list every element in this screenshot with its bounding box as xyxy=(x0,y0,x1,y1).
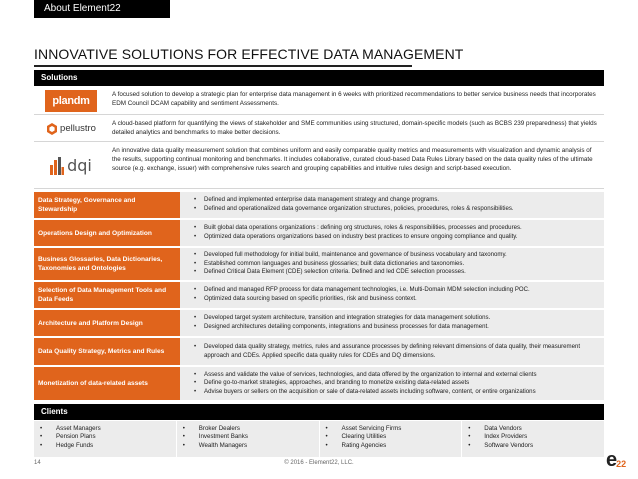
pellustro-logo xyxy=(34,116,108,141)
logo-letter: e xyxy=(606,449,618,471)
dqi-wordmark: dqi xyxy=(67,156,92,175)
client-item: • Asset Servicing Firms xyxy=(326,425,462,433)
client-column xyxy=(177,421,319,457)
section-tab: About Element22 xyxy=(34,0,170,18)
client-column xyxy=(462,421,604,457)
copyright-text: © 2016 - Element22, LLC. xyxy=(284,460,354,466)
pellustro-wordmark: pellustro xyxy=(60,123,96,134)
capability-bullet: • Optimized data operations organizations based on industry best practices to ensure ongoing compliance and quality. xyxy=(194,233,604,242)
capability-bullets xyxy=(180,192,604,218)
capability-bullets xyxy=(180,248,604,280)
capability-row-data-quality xyxy=(34,338,604,366)
capability-bullet: • Advise buyers or sellers on the acquisition or sale of data-related assets including software, content, or entire organizations xyxy=(194,388,604,397)
capability-bullet: • Defined and implemented enterprise data management strategy and change programs. xyxy=(194,196,604,205)
capability-bullet: • Developed full methodology for initial build, maintenance and governance of business vocabulary and taxonomy. xyxy=(194,251,604,260)
clients-header: Clients xyxy=(34,404,604,420)
capability-bullets xyxy=(180,338,604,365)
page-number: 14 xyxy=(34,460,41,466)
clients-grid xyxy=(34,421,604,457)
capability-bullet: • Developed target system architecture, transition and integration strategies for data management solutions. xyxy=(194,314,604,323)
client-item: • Hedge Funds xyxy=(40,442,176,450)
plandm-logo xyxy=(34,87,108,114)
client-item: • Rating Agencies xyxy=(326,442,462,450)
client-item: • Asset Managers xyxy=(40,425,176,433)
capability-label: Business Glossaries, Data Dictionaries, Taxonomies and Ontologies xyxy=(34,248,180,280)
client-item: • Wealth Managers xyxy=(183,442,319,450)
product-description: An innovative data quality measurement solution that combines uniform and easily comparable quality metrics and measurements with visualization and dynamic analysis of the results, supporting continual monitoring and benchmarks. It includes collaborative, curated cloud-based Data Rules Library based on the data quality rules of the ultimate source (e.g. exchange, issuer) with comprehensive rules search and grouping capabilities and intuitive rules design and script-based execution. xyxy=(112,147,593,173)
client-column xyxy=(320,421,462,457)
capability-bullets xyxy=(180,367,604,400)
dqi-logo xyxy=(34,143,108,188)
capability-label: Data Quality Strategy, Metrics and Rules xyxy=(34,338,180,365)
client-item: • Pension Plans xyxy=(40,433,176,441)
capability-label: Data Strategy, Governance and Stewardship xyxy=(34,192,180,218)
capability-bullet: • Defined and operationalized data governance organization structures, policies, procedures, roles & responsibilities. xyxy=(194,205,604,214)
capability-label: Operations Design and Optimization xyxy=(34,220,180,246)
capability-bullet: • Assess and validate the value of services, technologies, and data offered by the organization to internal and external clients xyxy=(194,371,604,380)
capability-bullets xyxy=(180,310,604,336)
client-item: • Clearing Utilities xyxy=(326,433,462,441)
dqi-bars-icon xyxy=(50,157,64,175)
capability-bullet: • Defined Critical Data Element (CDE) selection criteria. Defined and led CDE selection processes. xyxy=(194,268,604,277)
title-underline xyxy=(34,65,412,67)
capability-row-architecture xyxy=(34,310,604,337)
capability-bullet: • Defined and managed RFP process for data management technologies, i.e. Multi-Domain MDM selection including POC. xyxy=(194,286,604,295)
capability-row-monetization xyxy=(34,367,604,401)
client-item: • Data Vendors xyxy=(468,425,604,433)
product-row-dqi xyxy=(34,143,604,189)
logo-number: 22 xyxy=(616,459,627,469)
capability-row-glossaries xyxy=(34,248,604,281)
page-title: INNOVATIVE SOLUTIONS FOR EFFECTIVE DATA MANAGEMENT xyxy=(34,46,464,62)
client-column xyxy=(34,421,176,457)
capability-bullets xyxy=(180,220,604,246)
element22-logo xyxy=(606,450,626,470)
capability-label: Monetization of data-related assets xyxy=(34,367,180,400)
client-item: • Software Vendors xyxy=(468,442,604,450)
capability-row-strategy xyxy=(34,192,604,219)
capability-bullet: • Define go-to-market strategies, approaches, and branding to monetize existing data-related assets xyxy=(194,379,604,388)
dqi-logo-mark xyxy=(50,156,92,175)
client-item: • Broker Dealers xyxy=(183,425,319,433)
capability-bullet: • Optimized data sourcing based on specific priorities, risk and business context. xyxy=(194,295,604,304)
pellustro-logo-mark xyxy=(46,122,96,136)
product-row-pellustro xyxy=(34,116,604,142)
product-row-plandm xyxy=(34,87,604,115)
capability-bullet: • Established common languages and business glossaries; built data dictionaries and taxonomies. xyxy=(194,260,604,269)
product-description: A cloud-based platform for quantifying the views of stakeholder and SME communities using structured, domain-specific models (such as BCBS 239 preparedness) that yields detailed analytics and benchmarks to make better decisions. xyxy=(112,120,597,137)
client-item: • Index Providers xyxy=(468,433,604,441)
capability-bullets xyxy=(180,282,604,308)
client-item: • Investment Banks xyxy=(183,433,319,441)
capability-bullet: • Developed data quality strategy, metrics, rules and assurance processes by defining relevant dimensions of data quality, their measurement approach and CDEs. Applied specific data quality rules for CDEs and DQ dimensions. xyxy=(194,343,604,360)
product-description: A focused solution to develop a strategic plan for enterprise data management in 6 weeks with prioritized recommendations to better service business needs that incorporates EDM Council DCAM capability and sentiment Assessments. xyxy=(112,91,596,108)
capability-label: Architecture and Platform Design xyxy=(34,310,180,336)
capability-bullet: • Designed architectures detailing components, integrations and business processes for data management. xyxy=(194,323,604,332)
solutions-header: Solutions xyxy=(34,70,604,86)
pellustro-hexagon-icon xyxy=(46,122,58,136)
capability-bullet: • Built global data operations organizations : defining org structures, roles & responsibilities, processes and procedures. xyxy=(194,224,604,233)
plandm-logo-mark: plandm xyxy=(45,90,97,112)
capability-row-tools xyxy=(34,282,604,309)
capability-row-operations xyxy=(34,220,604,247)
capability-label: Selection of Data Management Tools and Data Feeds xyxy=(34,282,180,308)
